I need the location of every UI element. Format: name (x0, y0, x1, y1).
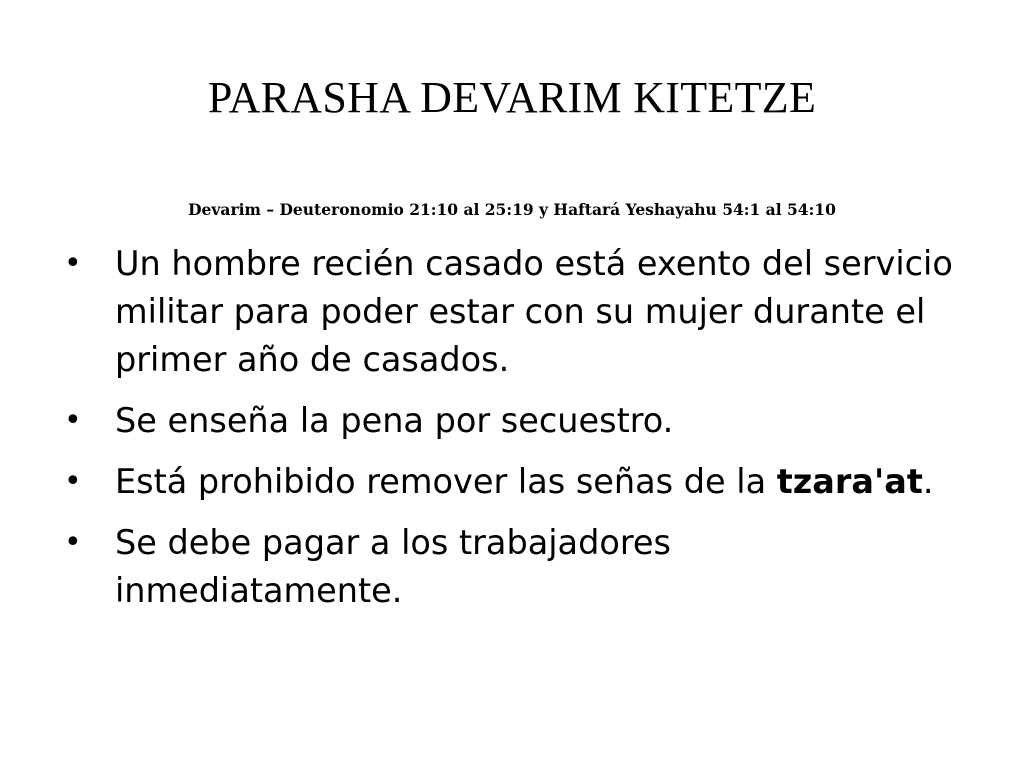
bullet-item (64, 397, 964, 445)
bullet-item (64, 519, 964, 615)
bullet-icon: • (64, 403, 82, 438)
bullet-term: tzara'at (776, 462, 923, 501)
bullet-icon: • (64, 525, 82, 560)
bullet-list (64, 240, 964, 628)
bullet-item (64, 458, 964, 506)
bullet-item (64, 240, 964, 384)
bullet-icon: • (64, 246, 82, 281)
bullet-text-after: . (922, 462, 934, 501)
bullet-icon: • (64, 464, 82, 499)
bullet-text: Se debe pagar a los trabajadores inmediatamente. (115, 523, 671, 610)
bullet-text-before: Está prohibido remover las señas de la (115, 462, 777, 501)
bullet-text: Se enseña la pena por secuestro. (115, 401, 674, 440)
bullet-text: Un hombre recién casado está exento del servicio militar para poder estar con su mujer durante el primer año de casados. (115, 244, 953, 379)
slide-title: PARASHA DEVARIM KITETZE (207, 73, 817, 122)
slide-subtitle: Devarim – Deuteronomio 21:10 al 25:19 y Haftará Yeshayahu 54:1 al 54:10 (188, 200, 836, 219)
